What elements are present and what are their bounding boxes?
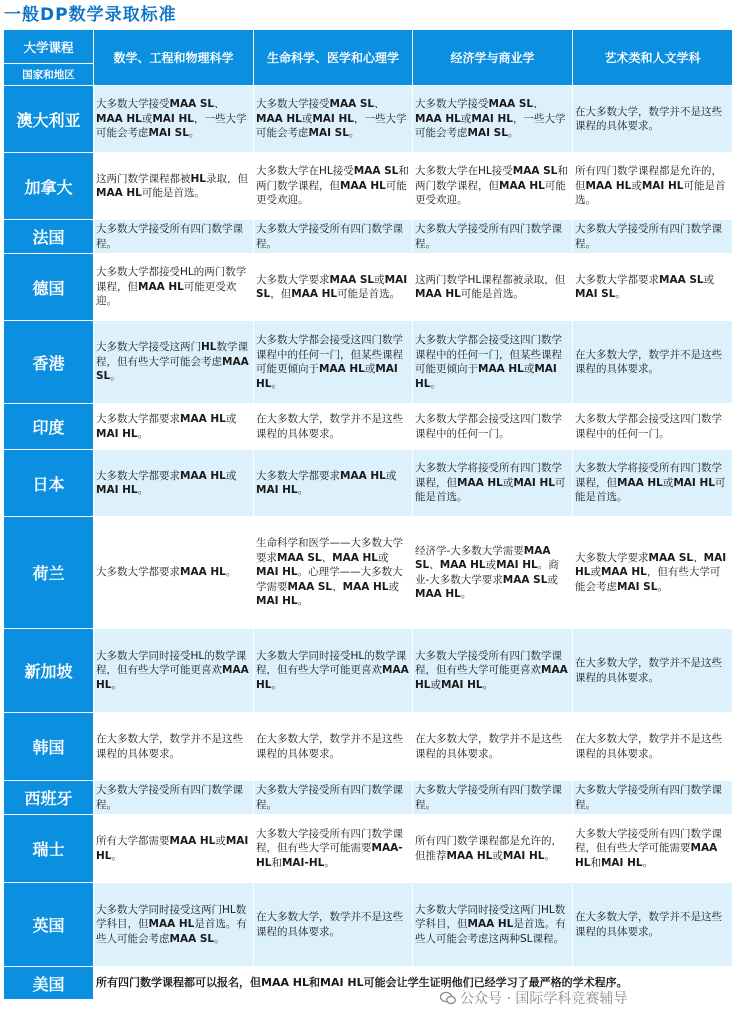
cell-text: 大多数大学同时接受HL的数学课程，但有些大学可能更喜欢: [256, 649, 407, 677]
country-label: 日本: [4, 450, 94, 517]
page-title: 一般DP数学录取标准: [4, 5, 177, 25]
cell-text: 。: [642, 856, 654, 869]
course-code: MAA SL: [169, 932, 215, 945]
course-code: MAI-HL: [281, 856, 325, 869]
cell-text: 。: [507, 127, 519, 140]
cell-text: 可能是首选。: [337, 288, 401, 300]
course-code: MAA HL: [340, 179, 386, 192]
cell-text: 、: [374, 98, 385, 111]
course-code: MAA HL: [340, 469, 386, 482]
course-code: MAA SL: [96, 355, 249, 383]
requirement-cell: [254, 629, 413, 713]
cell-text: 大多数大学都接受HL的两门数学课程，但: [96, 266, 247, 293]
requirement-cell: [573, 404, 732, 450]
cell-text: 大多数大学同时接受HL的数学课程，但有些大学可能更喜欢: [96, 649, 247, 677]
requirement-cell: [413, 254, 573, 321]
table-row: [4, 517, 732, 629]
requirement-cell: [413, 450, 573, 517]
cell-text: 或: [485, 559, 497, 571]
requirement-cell: [413, 781, 573, 815]
requirement-cell: [413, 815, 573, 883]
requirement-cell: [94, 254, 254, 321]
cell-text: 或: [385, 469, 397, 482]
course-code: MAA HL: [180, 566, 226, 579]
course-code: MAI SL: [148, 127, 189, 140]
requirement-cell: [573, 883, 732, 967]
course-code: MAI HL: [673, 476, 715, 489]
country-label: 西班牙: [4, 781, 94, 815]
cell-text: 大多数大学都会接受这四门数学课程中的任何一门。: [575, 413, 722, 440]
requirement-cell: [573, 713, 732, 781]
admission-table: [3, 29, 732, 1000]
country-label: 英国: [4, 883, 94, 967]
cell-text: 所有四门数学课程都是允许的，但: [575, 165, 722, 192]
course-code: MAA HL: [256, 112, 302, 125]
course-code: MAI HL: [96, 427, 138, 440]
watermark: [440, 988, 627, 1008]
cell-text: 可能是首选。: [415, 476, 566, 504]
table-row: [4, 713, 732, 781]
requirement-cell: [573, 450, 732, 517]
requirement-cell: [413, 629, 573, 713]
cell-text: 。: [460, 588, 472, 600]
requirement-cell: [413, 517, 573, 629]
course-code: MAA SL: [329, 98, 375, 111]
cell-text: 。: [430, 377, 441, 390]
course-code: MAA HL: [446, 849, 493, 862]
cell-text: 或: [662, 476, 674, 489]
cell-text: 在大多数大学，数学并不是这些课程的具体要求。: [415, 733, 562, 760]
course-code: MAA SL: [353, 165, 399, 178]
cell-text: 大多数大学都会接受这四门数学课程中的任何一门，但某些课程可能更倾向于: [256, 334, 403, 375]
cell-text: 。: [297, 484, 309, 496]
requirement-cell: [254, 153, 413, 220]
requirement-cell: [413, 153, 573, 220]
cell-text: 可能是首选。: [460, 288, 524, 300]
course-code: MAA SL: [169, 98, 215, 111]
course-code: MAA HL: [180, 413, 226, 425]
cell-text: 大多数大学接受: [256, 98, 330, 111]
corner-course-label: 大学课程: [4, 30, 94, 64]
table-row: [4, 321, 732, 404]
course-code: MAA HL: [256, 664, 409, 691]
course-code: MAA HL: [439, 559, 486, 571]
cell-text: 或: [502, 476, 514, 489]
requirement-cell: [413, 86, 573, 153]
course-code: MAI HL: [96, 484, 138, 496]
cell-text: 。商业-大多数大学要求: [415, 559, 559, 586]
course-code: MAA HL: [342, 580, 389, 593]
cell-text: ，但: [270, 288, 292, 300]
cell-text: 。: [111, 849, 122, 862]
course-code: MAA HL: [415, 288, 461, 300]
requirement-cell: [94, 629, 254, 713]
cell-text: 在大多数大学，数学并不是这些课程的具体要求。: [575, 105, 722, 132]
cell-text: 大多数大学接受所有四门数学课程。: [415, 223, 562, 250]
table-row: [4, 153, 732, 220]
requirement-cell: [94, 86, 254, 153]
cell-text: 录取，但: [205, 172, 248, 185]
column-header: 生命科学、医学和心理学: [254, 30, 413, 86]
country-label: 法国: [4, 220, 94, 254]
cell-text: 在大多数大学，数学并不是这些课程的具体要求。: [575, 733, 722, 760]
column-header: 经济学与商业学: [413, 30, 573, 86]
course-code: MAA HL: [169, 835, 216, 847]
cell-text: 、: [429, 559, 440, 571]
cell-text: 。: [225, 566, 237, 579]
cell-text: 或: [388, 580, 399, 593]
cell-text: ，但有些大学可能会考虑: [575, 566, 721, 593]
course-code: MAI HL: [256, 566, 298, 579]
requirement-cell: [254, 86, 413, 153]
table-row: [4, 883, 732, 967]
wechat-icon: [440, 991, 456, 1005]
course-code: MAA HL: [457, 476, 503, 489]
cell-text: 。: [297, 595, 309, 608]
cell-text: 。: [188, 127, 200, 140]
cell-text: 或: [301, 112, 313, 125]
course-code: MAI SL: [617, 580, 658, 593]
table-row: [4, 450, 732, 517]
requirement-cell: [573, 629, 732, 713]
cell-text: 在大多数大学，数学并不是这些课程的具体要求。: [256, 413, 403, 440]
cell-text: 或: [377, 551, 389, 564]
requirement-cell: [413, 404, 573, 450]
requirement-cell: [94, 883, 254, 967]
requirement-cell: [254, 713, 413, 781]
course-code: MAA HL: [415, 112, 461, 125]
requirement-cell: [413, 321, 573, 404]
cell-text: 大多数大学接受所有四门数学课程，但有些大学可能更喜欢: [415, 649, 562, 677]
requirement-cell: [254, 450, 413, 517]
cell-text: 。: [324, 856, 335, 869]
course-code: MAA SL: [488, 98, 534, 111]
cell-text: ，一些大学可能会考虑: [415, 112, 566, 140]
table-row: [4, 629, 732, 713]
course-code: MAA HL: [617, 476, 663, 489]
cell-text: 在大多数大学，数学并不是这些课程的具体要求。: [256, 733, 403, 760]
cell-text: 、: [693, 551, 704, 564]
requirement-cell: [94, 781, 254, 815]
course-code: MAA SL: [659, 273, 704, 286]
country-label: 德国: [4, 254, 94, 321]
cell-text: 或: [141, 112, 153, 125]
requirement-cell: [94, 404, 254, 450]
cell-text: 或: [215, 835, 226, 847]
requirement-cell: [573, 254, 732, 321]
course-code: MAI HL: [256, 595, 298, 608]
course-code: MAA HL: [180, 469, 226, 482]
requirement-cell: [94, 321, 254, 404]
requirement-cell: [254, 321, 413, 404]
cell-text: 大多数大学都会接受这四门数学课程中的任何一门。: [415, 413, 562, 440]
cell-text: ，一些大学可能会考虑: [256, 112, 407, 140]
course-code: MAI HL: [575, 551, 727, 579]
course-code: MAA HL: [575, 842, 718, 869]
course-code: MAI SL: [575, 288, 616, 300]
requirement-cell: [94, 517, 254, 629]
cell-text: 可能更受欢迎。: [415, 179, 566, 207]
course-code: MAA SL: [512, 165, 558, 178]
cell-text: 大多数大学同时接受这两门HL数学科目，但: [96, 903, 247, 931]
cell-text: 。: [214, 932, 225, 945]
cell-text: 大多数大学接受所有四门数学课程。: [415, 784, 562, 811]
course-code: MAI HL: [496, 559, 538, 571]
course-code: MAI HL: [502, 849, 545, 862]
course-code: MAI HL: [152, 112, 194, 125]
cell-text: 生命科学和医学——大多数大学要求: [256, 537, 403, 564]
table-row: [4, 220, 732, 254]
requirement-cell: [573, 517, 732, 629]
cell-text: 在大多数大学，数学并不是这些课程的具体要求。: [96, 733, 243, 760]
column-header: 艺术类和人文学科: [573, 30, 732, 86]
cell-text: 、: [214, 98, 225, 111]
corner-region-label: 国家和地区: [4, 64, 94, 86]
requirement-cell: [254, 254, 413, 321]
country-label: 韩国: [4, 713, 94, 781]
course-code: HL: [201, 341, 217, 354]
course-code: MAI SL: [256, 273, 408, 300]
cell-text: 大多数大学将接受所有四门数学课程，但: [575, 462, 722, 489]
cell-text: 大多数大学接受所有四门数学课程。: [256, 784, 403, 811]
cell-text: 大多数大学接受所有四门数学课程，但有些大学可能需要: [575, 827, 722, 855]
course-code: MAA HL: [319, 363, 365, 375]
cell-text: 这两门数学课程都被: [96, 172, 191, 185]
cell-text: 大多数大学接受: [96, 98, 170, 111]
table-row: [4, 781, 732, 815]
country-label: 加拿大: [4, 153, 94, 220]
table-row: [4, 404, 732, 450]
cell-text: 和: [590, 856, 601, 869]
course-code: MAA HL: [96, 187, 142, 199]
requirement-cell: [573, 220, 732, 254]
cell-text: 大多数大学在HL接受: [256, 165, 354, 178]
cell-text: 或: [225, 469, 237, 482]
requirement-cell: [94, 815, 254, 883]
course-code: MAA SL: [648, 551, 694, 564]
column-header: 数学、工程和物理科学: [94, 30, 254, 86]
country-label: 美国: [4, 967, 94, 1000]
cell-text: 或: [631, 179, 642, 192]
cell-text: 在大多数大学，数学并不是这些课程的具体要求。: [575, 911, 722, 938]
cell-text: 大多数大学都要求: [256, 469, 340, 482]
cell-text: 和两门数学课程，但: [415, 165, 568, 192]
cell-text: 和: [271, 856, 282, 869]
cell-text: 或: [374, 273, 385, 286]
requirement-cell: [94, 450, 254, 517]
country-label: 荷兰: [4, 517, 94, 629]
cell-text: 在大多数大学，数学并不是这些课程的具体要求。: [575, 348, 722, 375]
cell-text: 大多数大学都要求: [575, 273, 659, 286]
cell-text: 大多数大学同时接受这两门HL数学科目，但: [415, 903, 566, 931]
cell-text: 大多数大学接受: [415, 98, 489, 111]
requirement-cell: [573, 321, 732, 404]
requirement-cell: [413, 713, 573, 781]
course-code: MAA HL: [148, 918, 195, 931]
requirement-cell: [573, 153, 732, 220]
cell-text: 大多数大学接受所有四门数学课程，但有些大学可能需要: [256, 827, 403, 855]
course-code: MAI HL: [256, 363, 398, 390]
requirement-cell: [573, 781, 732, 815]
course-code: MAI HL: [96, 835, 249, 862]
cell-text: 大多数大学在HL接受: [415, 165, 513, 178]
cell-text: 或: [547, 573, 558, 586]
cell-text: 。: [544, 849, 555, 862]
cell-text: 大多数大学要求: [575, 551, 649, 564]
cell-text: 可能是首选。: [575, 179, 726, 207]
requirement-cell: 所有四门数学课程都可以报名，但MAA HL和MAI HL可能会让学生证明他们已经学习了最严格的学术程序。: [94, 967, 732, 1000]
cell-text: 大多数大学都要求: [96, 469, 180, 482]
cell-text: 可能更受欢迎。: [96, 280, 237, 308]
cell-text: 。: [271, 678, 282, 691]
cell-text: 和两门数学课程，但: [256, 165, 409, 192]
course-code: MAI HL: [440, 678, 483, 691]
course-code: MAA HL: [415, 664, 568, 691]
cell-text: 。: [137, 484, 149, 496]
course-code: MAA HL: [600, 566, 647, 579]
requirement-cell: [413, 220, 573, 254]
course-code: MAI HL: [312, 112, 354, 125]
cell-text: 大多数大学接受这两门: [96, 341, 201, 354]
cell-text: 。: [110, 370, 121, 383]
course-code: MAA HL: [467, 918, 514, 931]
cell-text: 大多数大学都要求: [96, 413, 180, 425]
cell-text: 或: [492, 849, 503, 862]
requirement-cell: [94, 713, 254, 781]
table-row: [4, 815, 732, 883]
cell-text: 。: [482, 678, 494, 691]
cell-text: 或: [703, 273, 715, 286]
course-code: MAA HL: [415, 588, 461, 600]
requirement-cell: [254, 220, 413, 254]
country-label: 印度: [4, 404, 94, 450]
course-code: MAI SL: [467, 127, 508, 140]
requirement-cell: [254, 404, 413, 450]
cell-text: 或: [430, 678, 441, 691]
table-row: [4, 86, 732, 153]
requirement-cell: [254, 517, 413, 629]
cell-text: 、: [332, 580, 343, 593]
cell-text: 在大多数大学，数学并不是这些课程的具体要求。: [256, 911, 403, 938]
requirement-cell: [254, 781, 413, 815]
cell-text: 。: [271, 377, 282, 390]
requirement-cell: [413, 883, 573, 967]
cell-text: 大多数大学都要求: [96, 566, 180, 579]
course-code: MAA SL: [329, 273, 375, 286]
course-code: MAA-HL: [256, 842, 403, 869]
cell-text: 。: [348, 127, 360, 140]
course-code: MAI HL: [641, 179, 684, 192]
cell-text: 这两门数学HL课程都被录取，但: [415, 273, 566, 286]
cell-text: 可能更受欢迎。: [256, 179, 407, 207]
requirement-cell: [94, 220, 254, 254]
cell-text: 或: [460, 112, 472, 125]
requirement-cell: [573, 815, 732, 883]
cell-text: 。: [111, 678, 122, 691]
cell-text: 数学课程，但有些大学可能会考虑: [96, 341, 248, 368]
country-label: 香港: [4, 321, 94, 404]
cell-text: 。: [615, 288, 626, 300]
cell-text: 。: [137, 427, 149, 440]
cell-text: 经济学-大多数大学需要: [415, 544, 524, 557]
cell-text: 大多数大学接受所有四门数学课程。: [96, 223, 243, 250]
cell-text: 所有大学都需要: [96, 835, 170, 847]
cell-text: 或: [523, 363, 535, 375]
cell-text: ，一些大学可能会考虑: [96, 112, 247, 140]
country-label: 新加坡: [4, 629, 94, 713]
cell-text: 或: [590, 566, 601, 579]
cell-text: 。: [657, 580, 668, 593]
course-code: MAA HL: [96, 112, 142, 125]
cell-text: 大多数大学接受所有四门数学课程。: [96, 784, 243, 811]
cell-text: 或: [225, 413, 237, 425]
cell-text: 所有四门数学课程都是允许的，但推荐: [415, 835, 562, 862]
cell-text: 可能是首选。: [141, 187, 205, 199]
cell-text: 大多数大学接受所有四门数学课程。: [575, 223, 722, 250]
table-row: [4, 254, 732, 321]
course-code: MAA HL: [96, 664, 249, 691]
course-code: MAA HL: [332, 551, 378, 564]
requirement-cell: [254, 815, 413, 883]
cell-text: 大多数大学将接受所有四门数学课程，但: [415, 462, 562, 489]
course-code: MAI HL: [600, 856, 643, 869]
cell-text: 大多数大学接受所有四门数学课程。: [575, 784, 722, 811]
course-code: MAA SL: [287, 580, 333, 593]
course-code: MAA HL: [478, 363, 524, 375]
cell-text: 可能是首选。: [575, 476, 726, 504]
course-code: HL: [190, 172, 206, 185]
requirement-cell: [254, 883, 413, 967]
cell-text: 大多数大学要求: [256, 273, 330, 286]
cell-text: 。心理学——大多数大学需要: [256, 566, 403, 593]
cell-text: 大多数大学都会接受这四门数学课程中的任何一门，但某些课程可能更倾向于: [415, 334, 562, 375]
requirement-cell: [94, 153, 254, 220]
cell-text: 大多数大学接受所有四门数学课程。: [256, 223, 403, 250]
requirement-cell: [573, 86, 732, 153]
course-code: MAI HL: [513, 476, 555, 489]
course-code: MAA HL: [499, 179, 545, 192]
country-label: 澳大利亚: [4, 86, 94, 153]
course-code: MAI HL: [415, 363, 557, 390]
course-code: MAA SL: [415, 544, 551, 571]
course-code: MAA SL: [502, 573, 548, 586]
cell-text: 是首选。有些人可能会考虑: [96, 918, 247, 945]
cell-text: 是首选。有些人可能会考虑这两种SL课程。: [415, 918, 566, 945]
course-code: MAA HL: [138, 280, 184, 293]
country-label: 瑞士: [4, 815, 94, 883]
course-code: MAA SL: [277, 551, 322, 564]
cell-text: 或: [364, 363, 376, 375]
cell-text: 在大多数大学，数学并不是这些课程的具体要求。: [575, 657, 722, 684]
cell-text: 、: [533, 98, 544, 111]
course-code: MAA HL: [585, 179, 632, 192]
watermark-text: 公众号 · 国际学科竞赛辅导: [460, 991, 628, 1007]
course-code: MAI HL: [471, 112, 513, 125]
course-code: MAA HL: [291, 288, 338, 300]
course-code: MAI HL: [256, 484, 298, 496]
course-code: MAI SL: [308, 127, 349, 140]
cell-text: 、: [321, 551, 333, 564]
